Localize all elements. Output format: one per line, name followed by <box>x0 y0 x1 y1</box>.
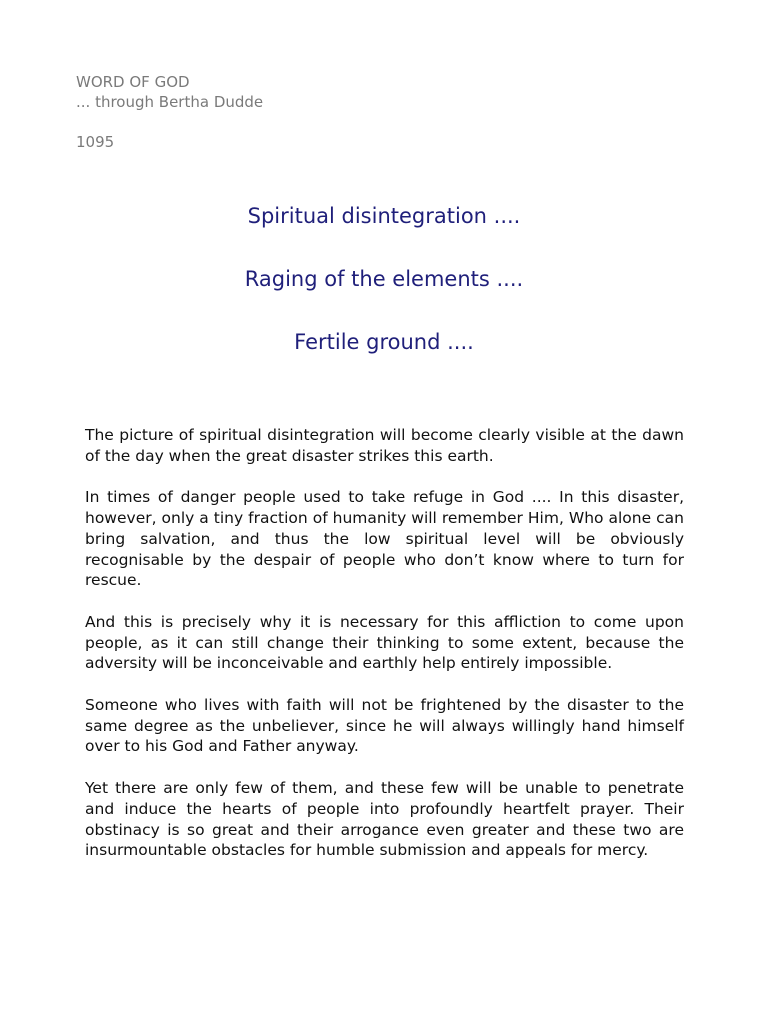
paragraph-2: In times of danger people used to take refuge in God .... In this disaster, however, only a tiny fraction of humanity will remember Him, Who alone can bring salvation, and thus the low spiritual level will be obviously recognisable by the despair of people who don’t know where to turn for rescue. <box>85 488 684 590</box>
message-body <box>85 425 684 882</box>
paragraph-5: Yet there are only few of them, and these few will be unable to penetrate and induce the hearts of people into profoundly heartfelt prayer. Their obstinacy is so great and their arrogance even greater and these two are insurmountable obstacles for humble submission and appeals for mercy. <box>85 779 684 860</box>
paragraph-1: The picture of spiritual disintegration will become clearly visible at the dawn of the day when the great disaster strikes this earth. <box>85 426 684 465</box>
author-line: ... through Bertha Dudde <box>76 93 264 111</box>
message-titles <box>0 200 768 389</box>
title-line-3: Fertile ground .... <box>294 330 474 354</box>
message-number: 1095 <box>76 133 115 151</box>
paragraph-4: Someone who lives with faith will not be frightened by the disaster to the same degree as the unbeliever, since he will always willingly hand himself over to his God and Father anyway. <box>85 696 684 756</box>
document-header <box>76 72 263 152</box>
title-line-2: Raging of the elements .... <box>244 267 524 291</box>
paragraph-3: And this is precisely why it is necessary for this affliction to come upon people, as it can still change their thinking to some extent, because the adversity will be inconceivable and earthly help entirely impossible. <box>85 612 684 673</box>
series-title: WORD OF GOD <box>76 73 190 91</box>
title-line-1: Spiritual disintegration .... <box>247 204 521 228</box>
